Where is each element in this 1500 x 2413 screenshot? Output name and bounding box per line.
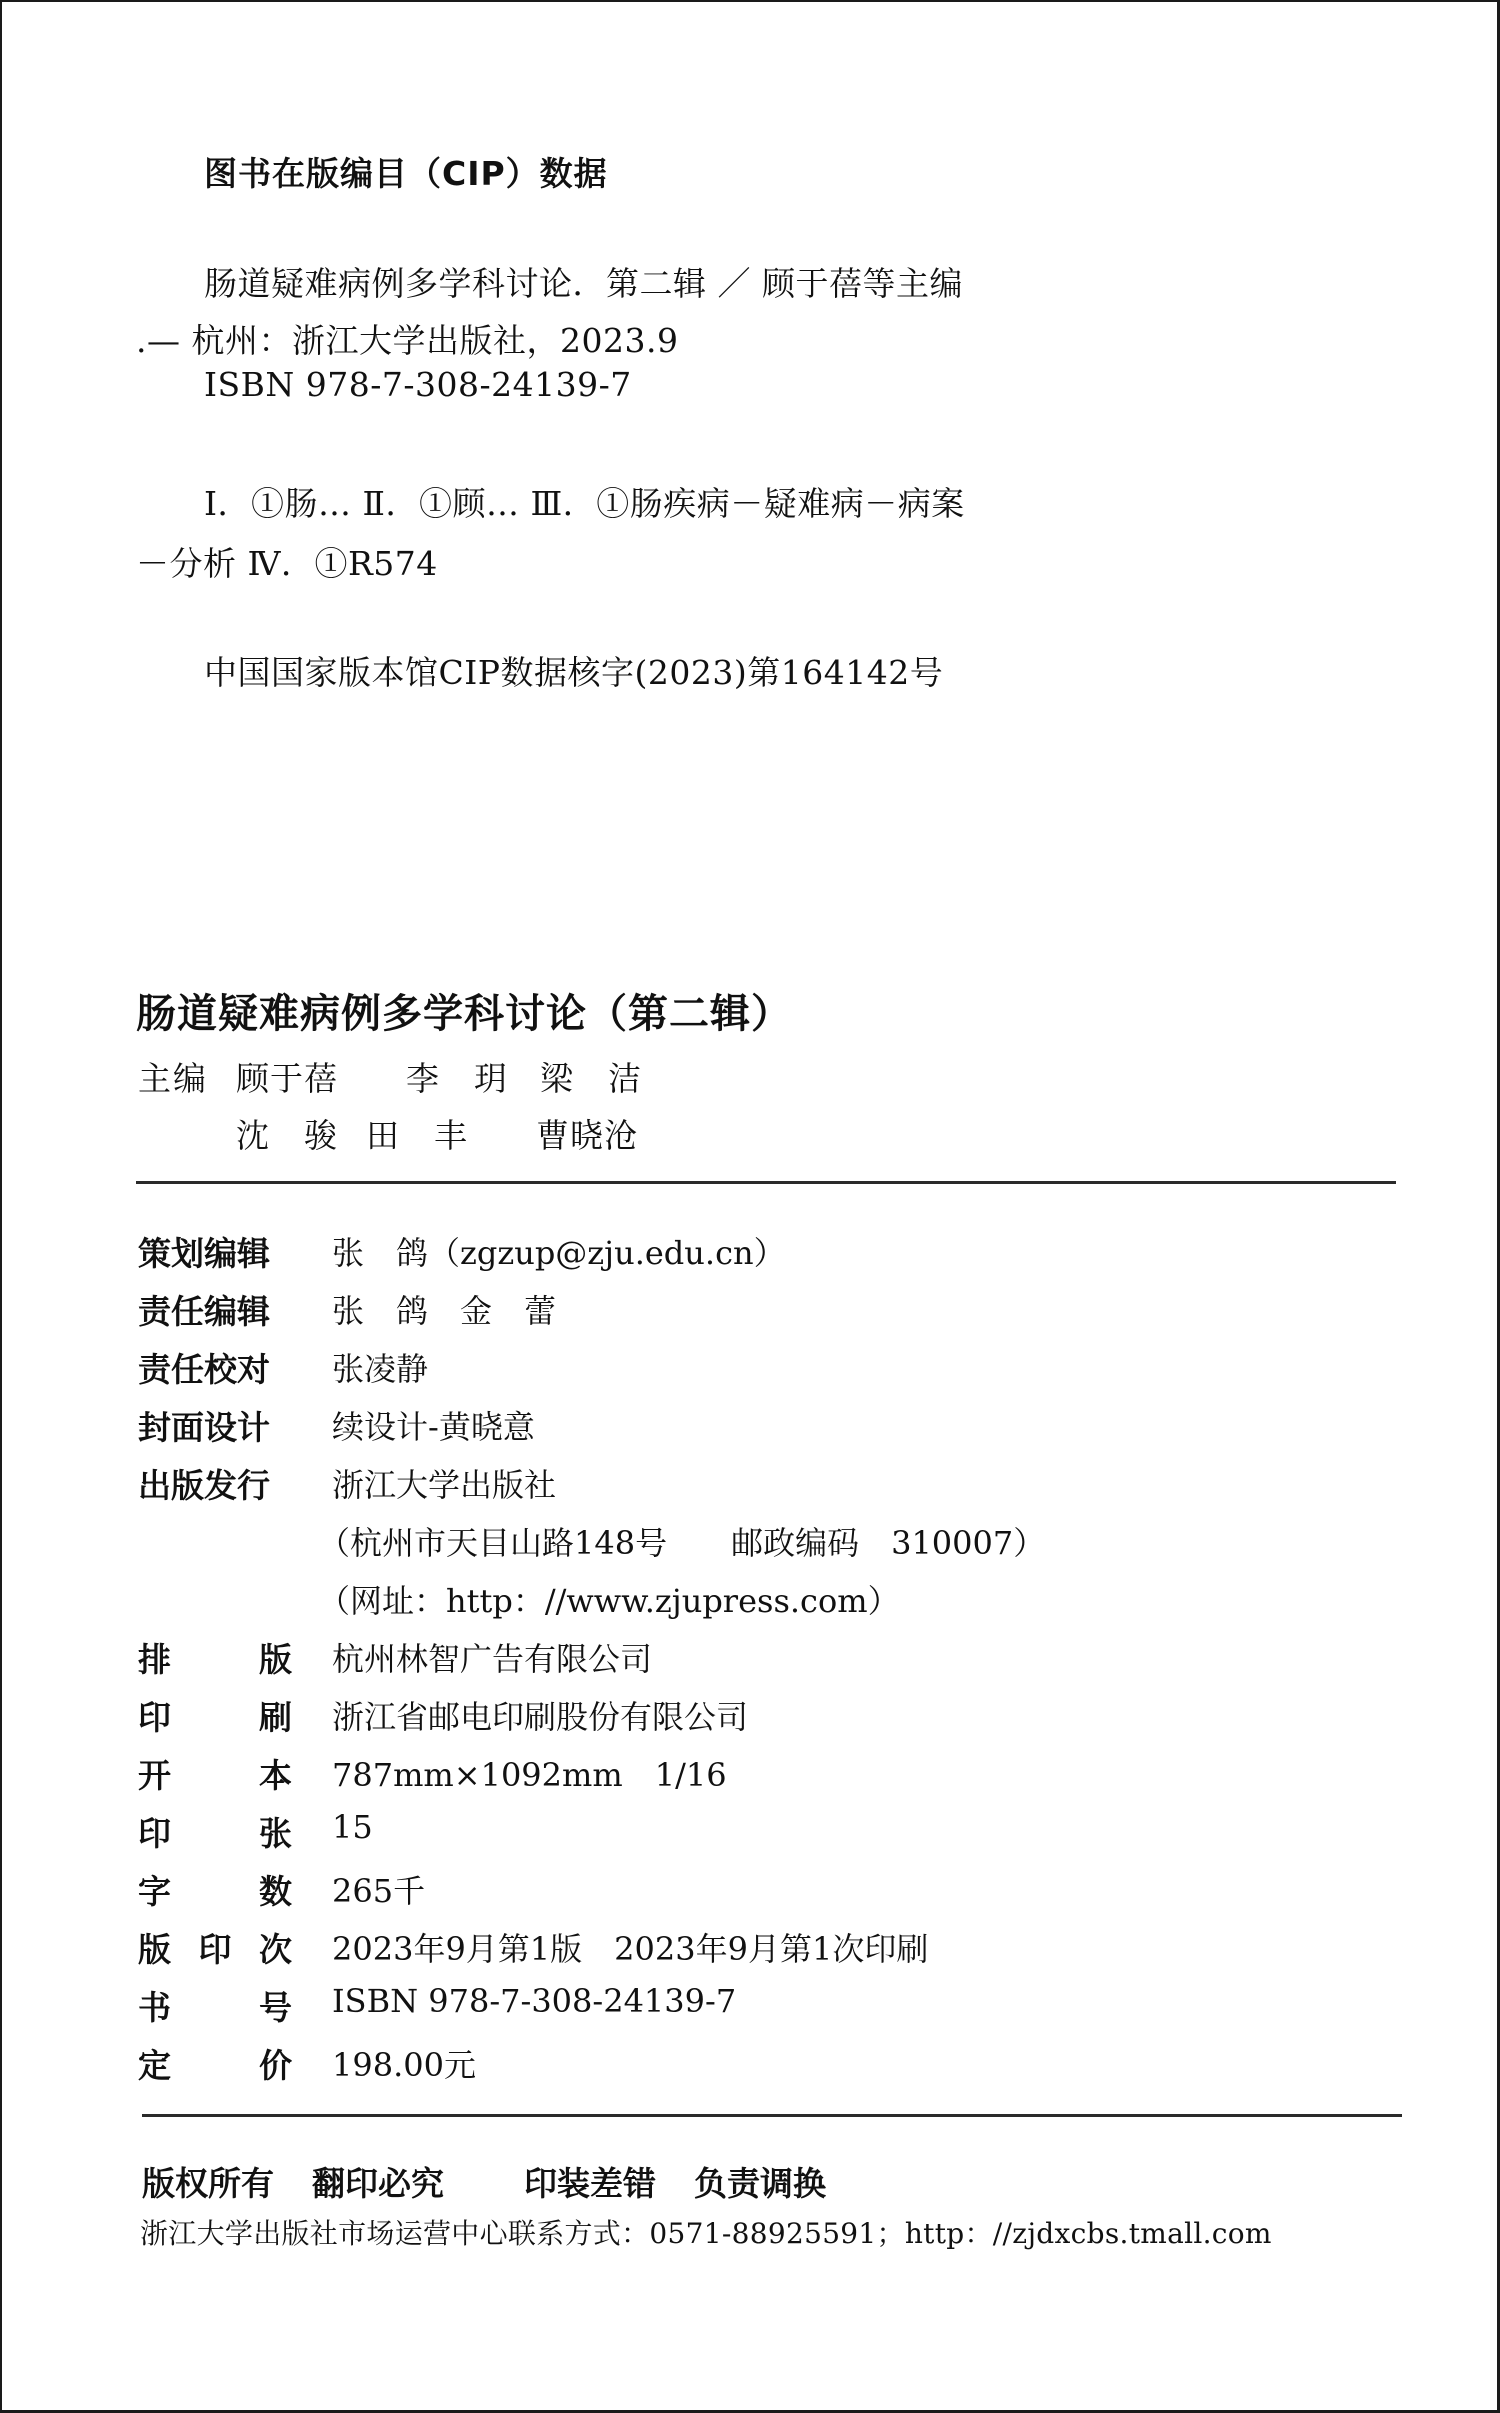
spec-value: 198.00元	[332, 2046, 476, 2084]
spec-value: 265千	[332, 1872, 426, 1910]
publisher-website: （网址：http：//www.zjupress.com）	[318, 1582, 900, 1620]
editor-name: 李 玥	[406, 1059, 508, 1098]
credit-label: 责任校对	[138, 1350, 270, 1389]
editor-name: 曹晓沧	[536, 1116, 638, 1155]
credit-value: 张 鸽 金 蕾	[332, 1292, 557, 1330]
divider-rule-bottom	[142, 2114, 1402, 2117]
spec-label: 印 刷	[138, 1698, 292, 1737]
spec-label: 书 号	[138, 1988, 292, 2027]
credit-label: 封面设计	[138, 1408, 270, 1447]
spec-value: 浙江省邮电印刷股份有限公司	[332, 1698, 749, 1736]
spec-value: 15	[332, 1808, 373, 1846]
spec-value: 787mm×1092mm 1/16	[332, 1756, 727, 1794]
cip-heading: 图书在版编目（CIP）数据	[204, 154, 608, 193]
editor-name: 沈 骏	[236, 1116, 338, 1155]
cip-publisher-line: .— 杭州：浙江大学出版社，2023.9	[136, 321, 679, 360]
credit-value: 续设计-黄晓意	[332, 1408, 535, 1446]
editor-name: 梁 洁	[540, 1059, 642, 1098]
book-title: 肠道疑难病例多学科讨论（第二辑）	[136, 991, 792, 1037]
spec-label: 版 印 次	[138, 1930, 292, 1969]
cip-isbn-line: ISBN 978-7-308-24139-7	[204, 365, 632, 404]
credit-label: 策划编辑	[138, 1234, 270, 1273]
credit-value: 张 鸽（zgzup@zju.edu.cn）	[332, 1234, 786, 1272]
editors-label: 主编	[138, 1059, 208, 1098]
marketing-contact: 浙江大学出版社市场运营中心联系方式：0571-88925591；http：//zjdxcbs.tmall.com	[140, 2217, 1272, 2250]
spec-label: 排 版	[138, 1640, 292, 1679]
credit-label: 责任编辑	[138, 1292, 270, 1331]
spec-value: ISBN 978-7-308-24139-7	[332, 1982, 737, 2020]
credit-value: 浙江大学出版社	[332, 1466, 557, 1504]
spec-label: 印 张	[138, 1814, 292, 1853]
cip-record-number: 中国国家版本馆CIP数据核字(2023)第164142号	[204, 653, 944, 692]
cip-classification-line-2: －分析 Ⅳ．①R574	[136, 544, 438, 583]
spec-label: 定 价	[138, 2046, 292, 2085]
credit-value: 张凌静	[332, 1350, 429, 1388]
copyright-notice: 版权所有 翻印必究 印装差错 负责调换	[142, 2164, 826, 2203]
spec-label: 开 本	[138, 1756, 292, 1795]
cip-classification-line-1: Ⅰ．①肠… Ⅱ．①顾… Ⅲ．①肠疾病－疑难病－病案	[204, 484, 965, 523]
credit-label: 出版发行	[138, 1466, 270, 1505]
spec-label: 字 数	[138, 1872, 292, 1911]
editors-row-2	[0, 1110, 1500, 1154]
divider-rule-top	[136, 1181, 1396, 1184]
editor-name: 田 丰	[366, 1116, 468, 1155]
spec-value: 2023年9月第1版 2023年9月第1次印刷	[332, 1930, 929, 1968]
spec-value: 杭州林智广告有限公司	[332, 1640, 653, 1678]
publisher-address: （杭州市天目山路148号 邮政编码 310007）	[318, 1524, 1046, 1562]
editor-name: 顾于蓓	[236, 1059, 338, 1098]
cip-title-line: 肠道疑难病例多学科讨论．第二辑 ／ 顾于蓓等主编	[204, 264, 963, 303]
editors-row-1	[0, 1053, 1500, 1097]
